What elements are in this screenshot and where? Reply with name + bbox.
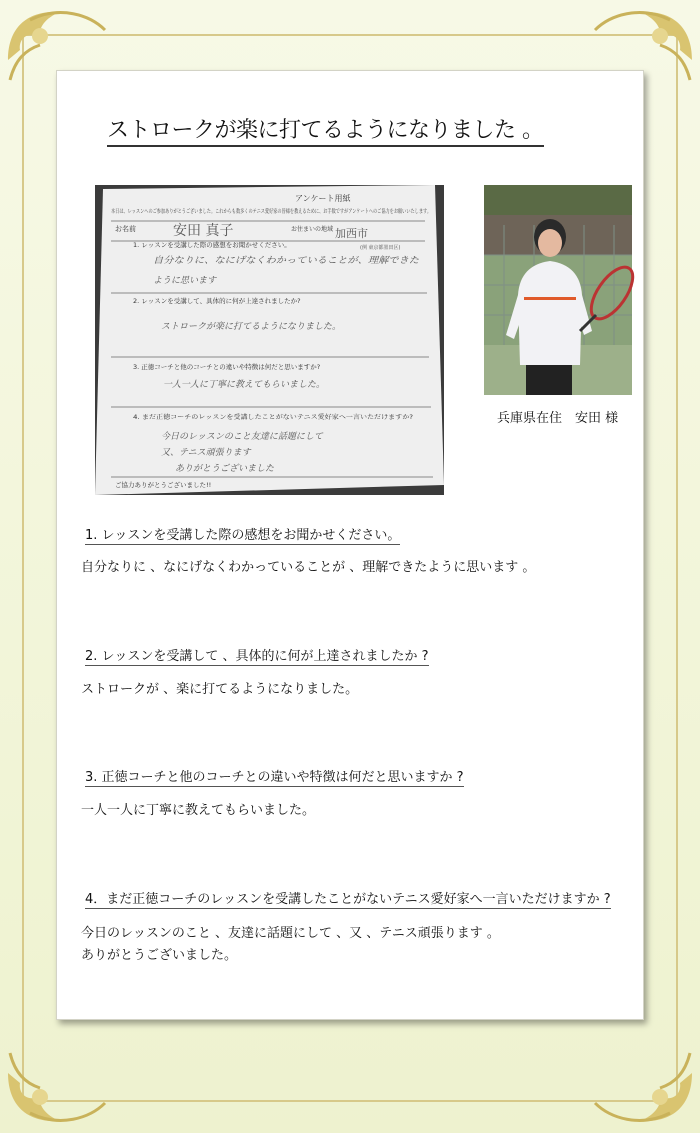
answer-1: 自分なりに 、なにげなくわかっていることが 、理解できたように思います 。 <box>81 560 536 575</box>
question-3: 3. 正徳コーチと他のコーチとの違いや特徴は何だと思いますか ? <box>85 766 464 787</box>
photo-caption: 兵庫県在住 安田 様 <box>497 411 619 426</box>
survey-heading: アンケート用紙 <box>295 194 351 203</box>
answer-2: ストロークが 、楽に打てるようになりました。 <box>81 682 359 697</box>
survey-name-label: お名前 <box>115 225 136 233</box>
survey-q3-hand: 一人一人に丁寧に教えてもらいました。 <box>163 380 326 390</box>
survey-q2-hand: ストロークが楽に打てるようになりました。 <box>161 322 342 332</box>
question-1: 1. レッスンを受講した際の感想をお聞かせください。 <box>85 524 400 545</box>
question-4: 4．まだ正徳コーチのレッスンを受講したことがないテニス愛好家へ一言いただけますか ? <box>85 888 611 909</box>
person-photo <box>484 185 632 395</box>
survey-q1-text: 1. レッスンを受講した際の感想をお聞かせください。 <box>133 241 291 249</box>
answer-4-line2: ありがとうございました。 <box>81 948 238 963</box>
page-title: ストロークが楽に打てるようになりました 。 <box>107 113 544 147</box>
survey-q4-hand2: 又、テニス頑張ります <box>161 448 251 458</box>
answer-4-line1: 今日のレッスンのこと 、友達に話題にして 、又 、テニス頑張ります 。 <box>81 926 500 941</box>
survey-name-value: 安田 真子 <box>173 223 234 239</box>
survey-area-label: お住まいの地域 <box>291 226 334 233</box>
survey-q1-hand1: 自分なりに、なにげなくわかっていることが、理解できた <box>153 256 388 266</box>
answer-3: 一人一人に丁寧に教えてもらいました。 <box>81 803 316 818</box>
survey-footer: ご協力ありがとうございました!! <box>115 481 212 489</box>
corner-ornament <box>590 1043 700 1133</box>
survey-q2-text: 2. レッスンを受講して、具体的に何が上達されましたか? <box>133 297 301 305</box>
survey-sheet-photo <box>95 185 534 495</box>
survey-q4-hand3: ありがとうございました <box>175 464 275 474</box>
survey-q4-hand1: 今日のレッスンのこと友達に話題にして <box>161 432 323 442</box>
survey-q4-text: 4. まだ正徳コーチのレッスンを受講したことがないテニス愛好家へ一言いただけますか? <box>133 414 372 421</box>
survey-q1-hand2: ように思います <box>153 276 217 286</box>
survey-area-note: (例 東京都墨田区) <box>360 245 401 251</box>
survey-area-value: 加西市 <box>335 227 368 240</box>
content-page <box>56 70 644 1020</box>
corner-ornament <box>0 1043 110 1133</box>
question-2: 2. レッスンを受講して 、具体的に何が上達されましたか ? <box>85 645 429 666</box>
survey-intro: 本日は、レッスンへのご参加ありがとうございました。これからも数多くのテニス愛好家の皆様を教えるために、お手数ですがアンケートへのご協力をお願いいたします。 <box>111 209 534 215</box>
survey-q3-text: 3. 正徳コーチと他のコーチとの違いや特徴は何だと思いますか? <box>133 363 321 371</box>
